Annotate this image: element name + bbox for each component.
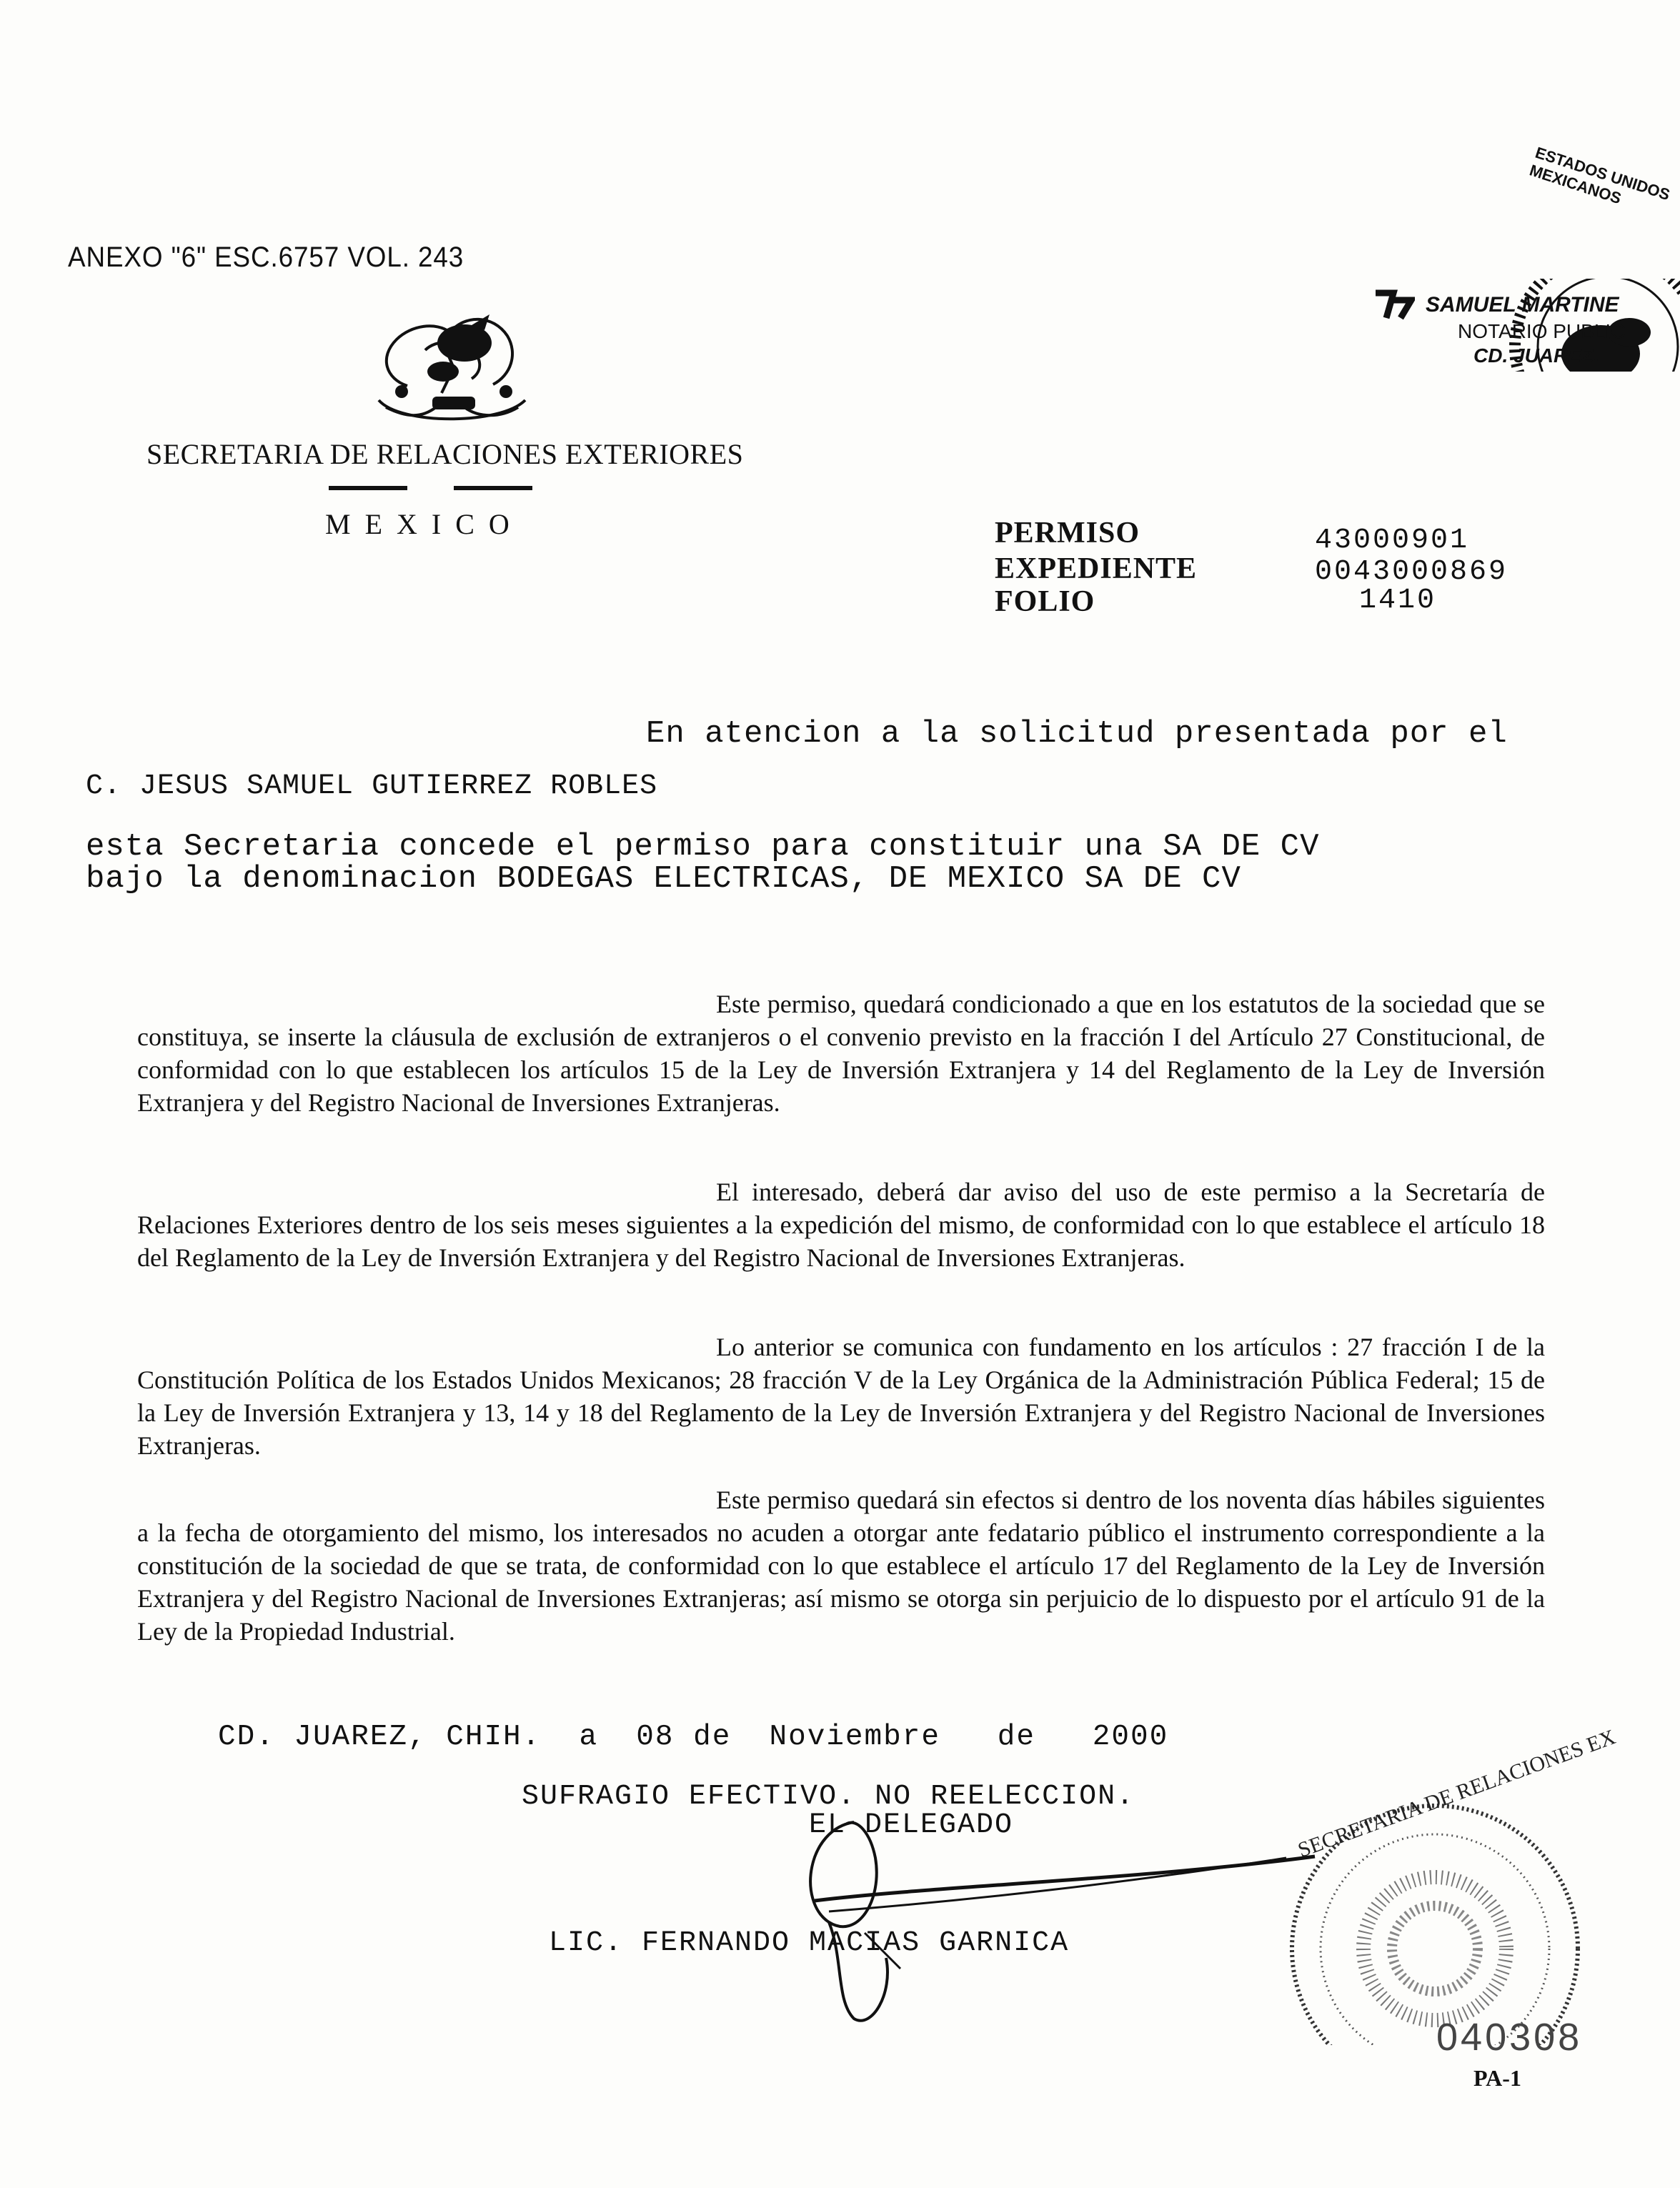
file-number: 0043000869 [1315, 556, 1508, 588]
place-and-date: CD. JUAREZ, CHIH. a 08 de Noviembre de 2000 [218, 1721, 1169, 1754]
notary-name: SAMUEL MARTINE [1426, 293, 1619, 317]
intro-line-4: bajo la denominacion BODEGAS ELECTRICAS, DE MEXICO SA DE CV [86, 861, 1241, 897]
folio-label: FOLIO [995, 585, 1095, 618]
annex-reference: ANEXO "6" ESC.6757 VOL. 243 [68, 242, 464, 273]
legal-basis-clause: Lo anterior se comunica con fundamento en los artículos : 27 fracción I de la Constitución Política de los Estados Unidos Mexicanos; 28 fracción V de la Ley Orgánica de la Administración Pública Federal; 15 de la Ley de Inversión Extranjera y 13, 14 y 18 del Reglamento de la Ley de Inversión Extranjera y del Registro Nacional de Inversiones Extranjeras. [137, 1333, 1545, 1460]
applicant-name: C. JESUS SAMUEL GUTIERREZ ROBLES [86, 770, 658, 802]
expiration-clause: Este permiso quedará sin efectos si dentro de los noventa días hábiles siguientes a la fecha de otorgamiento del mismo, los interesados no acuden a otorgar ante fedatario público el instrumento correspondiente a la constitución de la sociedad de que se trata, de conformidad con lo que establece el artículo 17 del Reglamento de la Ley de Inversión Extranjera y del Registro Nacional de Inversiones Extranjeras; así mismo se otorga sin perjuicio de lo dispuesto por el artículo 91 de la Ley de la Propiedad Industrial. [137, 1486, 1545, 1646]
agency-country: MEXICO [325, 508, 524, 540]
condition-clause-1: Este permiso, quedará condicionado a que en los estatutos de la sociedad que se constituya, se inserte la cláusula de exclusión de extranjeros o el convenio previsto en la fracción I del Artículo 27 Constitucional, de conformidad con lo que establecen los artículos 15 de la Ley de Inversión Extranjera y 14 del Reglamento de la Ley de Inversión Extranjera y del Registro Nacional de Inversiones Extranjeras. [137, 990, 1545, 1117]
signatory-name: LIC. FERNANDO MACIAS GARNICA [549, 1927, 1070, 1959]
folio-number: 1410 [1359, 585, 1437, 617]
notary-title: NOTARIO PUBLIC [1458, 320, 1626, 342]
intro-line-3: esta Secretaria concede el permiso para constituir una SA DE CV [86, 829, 1320, 865]
condition-clause-2: El interesado, deberá dar aviso del uso de este permiso a la Secretaría de Relaciones Exteriores dentro de los seis meses siguientes a la expedición del mismo, de conformidad con lo que establece el artículo 18 del Reglamento de la Ley de Inversión Extranjera y del Registro Nacional de Inversiones Extranjeras. [137, 1178, 1545, 1272]
intro-line-1: En atencion a la solicitud presentada por el [646, 716, 1508, 752]
office-seal [1256, 1795, 1614, 2045]
agency-divider [329, 486, 536, 492]
notary-seal-text: ESTADOS UNIDOS MEXICANOS [1527, 143, 1672, 208]
agency-name: SECRETARIA DE RELACIONES EXTERIORES [146, 438, 744, 470]
document-number: 040308 [1436, 2016, 1583, 2059]
file-label: EXPEDIENTE [995, 552, 1198, 585]
permit-label: PERMISO [995, 517, 1140, 550]
page-code: PA-1 [1473, 2065, 1521, 2091]
official-motto: SUFRAGIO EFECTIVO. NO REELECCION. [522, 1781, 1135, 1813]
office-seal-text: SECRETARIA DE RELACIONES EX [1295, 1725, 1619, 1863]
notary-mark-icon [1372, 289, 1415, 322]
notary-city: CD. JUAREZ. [1473, 344, 1599, 367]
signatory-role: EL DELEGADO [809, 1809, 1014, 1841]
national-coat-of-arms-icon [357, 300, 550, 436]
handwritten-signature [786, 1815, 1329, 2029]
permit-number: 43000901 [1315, 524, 1470, 557]
